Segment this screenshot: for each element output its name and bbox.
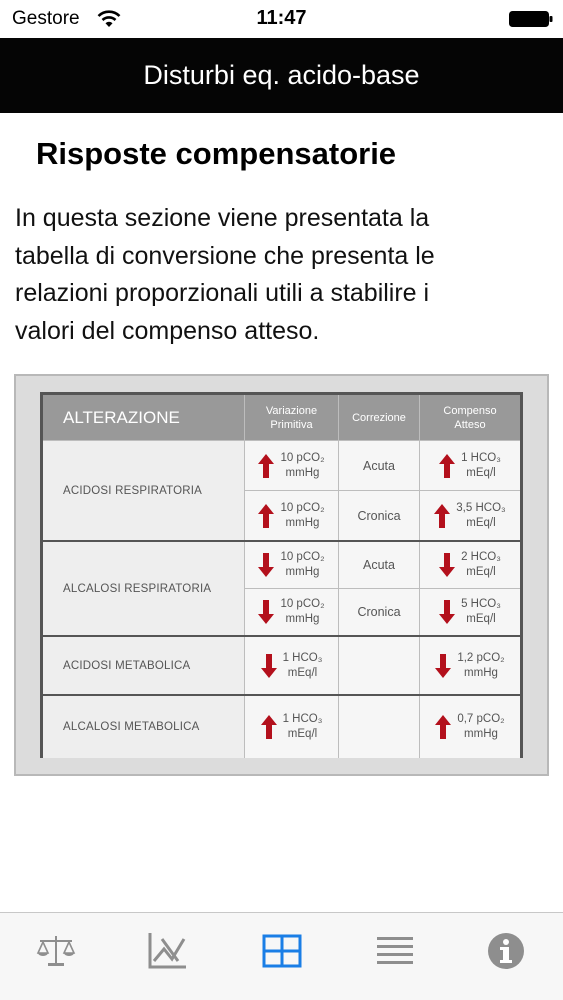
header-correction: Correzione — [339, 395, 420, 441]
value-line: 1 HCO₃ — [282, 651, 323, 664]
value-unit: mmHg — [285, 566, 320, 578]
value-unit: mmHg — [285, 516, 320, 529]
value-unit: mmHg — [464, 666, 498, 679]
value-unit: mEq/l — [287, 666, 318, 679]
value-unit: mmHg — [285, 466, 320, 479]
cell-expected — [420, 441, 520, 491]
cell-correction-empty — [339, 637, 420, 695]
cell-primary — [245, 589, 339, 636]
header-expected — [420, 395, 520, 441]
value-line: 1 HCO₃ — [282, 713, 323, 725]
cell-expected — [420, 696, 520, 758]
cell-expected — [420, 542, 520, 589]
tab-list[interactable] — [371, 927, 419, 975]
info-icon — [486, 931, 526, 971]
cell-primary — [245, 696, 339, 758]
intro-paragraph — [15, 200, 555, 350]
grid-icon — [262, 934, 302, 968]
intro-line: In questa sezione viene presentata la — [15, 204, 430, 232]
navigation-bar — [0, 38, 563, 113]
intro-line: valori del compenso atteso. — [15, 316, 320, 345]
intro-line: tabella di conversione che presenta le — [15, 241, 435, 270]
arrow-up-icon — [434, 504, 450, 528]
status-time: 11:47 — [256, 7, 307, 29]
row-label-acidosi-respiratoria: ACIDOSI RESPIRATORIA — [43, 441, 245, 541]
carrier-label: Gestore — [12, 8, 80, 29]
value-line: 1,2 pCO₂ — [457, 651, 505, 664]
value-unit: mmHg — [464, 728, 498, 740]
row-label-acidosi-metabolica: ACIDOSI METABOLICA — [43, 637, 245, 695]
cell-primary — [245, 441, 339, 491]
value-line: 10 pCO₂ — [280, 451, 325, 464]
battery-icon — [509, 11, 553, 27]
value-line: 2 HCO₃ — [461, 551, 501, 563]
arrow-up-icon — [439, 454, 455, 478]
value-unit: mEq/l — [466, 613, 496, 625]
intro-line: relazioni proporzionali utili a stabilire i — [15, 279, 430, 307]
tab-scale[interactable] — [32, 927, 80, 975]
tab-info[interactable] — [482, 927, 530, 975]
row-label-alcalosi-respiratoria: ALCALOSI RESPIRATORIA — [43, 542, 245, 636]
value-line: 10 pCO₂ — [280, 598, 325, 610]
header-expected-line: Atteso — [454, 418, 486, 431]
cell-primary — [245, 637, 339, 695]
cell-primary — [245, 491, 339, 541]
header-alteration: ALTERAZIONE — [43, 395, 245, 441]
compensation-table-image — [14, 374, 549, 776]
tab-bar — [0, 912, 563, 1000]
cell-correction-empty — [339, 696, 420, 758]
value-unit: mEq/l — [466, 566, 496, 578]
value-line: 5 HCO₃ — [461, 598, 501, 610]
arrow-up-icon — [258, 454, 274, 478]
arrow-down-icon — [439, 600, 455, 624]
list-icon — [377, 936, 413, 966]
header-primary-change — [245, 395, 339, 441]
cell-expected — [420, 637, 520, 695]
value-unit: mEq/l — [466, 466, 496, 479]
cell-correction: Cronica — [339, 491, 420, 541]
header-expected-line: Compenso — [443, 404, 497, 417]
arrow-up-icon — [258, 504, 274, 528]
arrow-up-icon — [261, 715, 277, 739]
arrow-down-icon — [261, 654, 277, 678]
arrow-down-icon — [258, 600, 274, 624]
scale-icon — [36, 933, 76, 969]
value-unit: mmHg — [285, 613, 320, 625]
value-unit: mEq/l — [466, 516, 496, 529]
value-line: 1 HCO₃ — [461, 451, 501, 464]
cell-expected — [420, 589, 520, 636]
cell-expected — [420, 491, 520, 541]
nav-title: Disturbi eq. acido-base — [143, 60, 420, 90]
section-title: Risposte compensatorie — [36, 136, 397, 171]
header-primary-change-line: Variazione — [265, 404, 318, 417]
tab-table[interactable] — [258, 927, 306, 975]
value-line: 0,7 pCO₂ — [457, 713, 505, 725]
cell-correction: Acuta — [339, 542, 420, 589]
status-bar — [0, 0, 563, 38]
compensation-table — [40, 392, 523, 758]
row-label-alcalosi-metabolica: ALCALOSI METABOLICA — [43, 696, 245, 758]
cell-correction: Cronica — [339, 589, 420, 636]
arrow-down-icon — [439, 553, 455, 577]
chart-icon — [146, 931, 188, 971]
header-primary-change-line: Primitiva — [270, 418, 313, 431]
value-line: 10 pCO₂ — [280, 551, 325, 563]
arrow-up-icon — [435, 715, 451, 739]
cell-correction: Acuta — [339, 441, 420, 491]
arrow-down-icon — [258, 553, 274, 577]
cell-primary — [245, 542, 339, 589]
value-line: 10 pCO₂ — [280, 501, 325, 514]
value-line: 3,5 HCO₃ — [456, 501, 506, 514]
value-unit: mEq/l — [287, 728, 318, 740]
arrow-down-icon — [435, 654, 451, 678]
tab-chart[interactable] — [143, 927, 191, 975]
